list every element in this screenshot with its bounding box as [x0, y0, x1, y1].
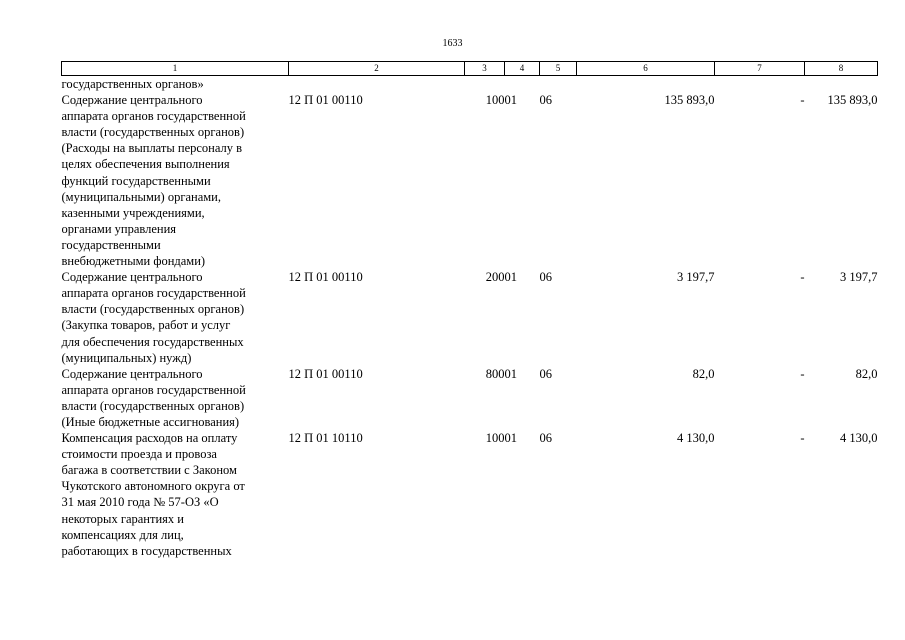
expense-name-line: некоторых гарантиях и	[61, 511, 184, 526]
column-header-3: 3	[465, 62, 505, 76]
expense-name-line: аппарата органов государственной	[61, 109, 246, 124]
table-row	[62, 269, 878, 366]
section: 01	[504, 93, 517, 108]
table-row	[62, 92, 878, 269]
expense-name-line: органами управления	[61, 221, 177, 236]
expense-name-line: багажа в соответствии с Законом	[61, 463, 237, 478]
expense-name-line: Содержание центрального	[61, 93, 203, 108]
table-header	[62, 62, 878, 76]
amount-col-6: 82,0	[692, 366, 715, 381]
expense-name-line: компенсациях для лиц,	[61, 527, 184, 542]
amount-col-7: -	[800, 93, 805, 108]
amount-col-6: 4 130,0	[677, 431, 715, 446]
amount-col-8: 3 197,7	[840, 270, 878, 285]
expense-name-line: функций государственными	[61, 173, 211, 188]
section: 01	[504, 270, 517, 285]
expense-name-line: казенными учреждениями,	[61, 205, 205, 220]
expense-name-line: аппарата органов государственной	[61, 286, 246, 301]
expense-name	[62, 366, 289, 430]
expense-name-line: целях обеспечения выполнения	[61, 157, 230, 172]
expense-name-line: Содержание центрального	[61, 366, 203, 381]
expense-name-line: внебюджетными фондами)	[61, 254, 206, 269]
column-header-8: 8	[805, 62, 878, 76]
amount-col-7: -	[800, 431, 805, 446]
expense-name-line: власти (государственных органов)	[61, 302, 245, 317]
amount-col-7: -	[800, 366, 805, 381]
expense-type: 100	[485, 93, 505, 108]
expense-name-line: власти (государственных органов)	[61, 125, 245, 140]
expense-name-line: Содержание центрального	[61, 270, 203, 285]
amount-col-8: 82,0	[855, 366, 878, 381]
header-row	[62, 62, 878, 76]
expense-name-line: (Закупка товаров, работ и услуг	[61, 318, 231, 333]
expense-name-line: (Иные бюджетные ассигнования)	[61, 414, 240, 429]
table-row	[62, 366, 878, 430]
expense-name-line: для обеспечения государственных	[61, 334, 244, 349]
expense-name-line: стоимости проезда и провоза	[61, 447, 217, 462]
expense-name-line: работающих в государственных	[61, 543, 232, 558]
budget-table	[61, 61, 878, 559]
expense-name-line: (муниципальных) нужд)	[61, 350, 192, 365]
amount-col-8: 135 893,0	[827, 93, 878, 108]
subsection: 06	[539, 270, 552, 285]
amount-col-8: 4 130,0	[840, 431, 878, 446]
subsection: 06	[539, 431, 552, 446]
expense-name-line: Чукотского автономного округа от	[61, 479, 245, 494]
amount-col-7: -	[800, 270, 805, 285]
continuation-text: государственных органов»	[61, 77, 204, 91]
expense-name-line: Компенсация расходов на оплату	[61, 431, 238, 446]
column-header-5: 5	[540, 62, 577, 76]
budget-code: 12 П 01 10110	[288, 431, 363, 446]
amount-col-6: 3 197,7	[677, 270, 715, 285]
section: 01	[504, 366, 517, 381]
budget-code: 12 П 01 00110	[288, 93, 363, 108]
column-header-2: 2	[289, 62, 465, 76]
column-header-4: 4	[505, 62, 540, 76]
expense-type: 200	[485, 270, 505, 285]
page-number: 1633	[442, 38, 463, 49]
expense-name	[62, 269, 289, 366]
column-header-7: 7	[715, 62, 805, 76]
continuation-row	[62, 76, 878, 93]
subsection: 06	[539, 366, 552, 381]
expense-name-line: государственными	[61, 237, 161, 252]
subsection: 06	[539, 93, 552, 108]
expense-name-line: власти (государственных органов)	[61, 398, 245, 413]
column-header-1: 1	[62, 62, 289, 76]
table-row	[62, 430, 878, 559]
budget-code: 12 П 01 00110	[288, 366, 363, 381]
budget-code: 12 П 01 00110	[288, 270, 363, 285]
expense-type: 800	[485, 366, 505, 381]
expense-name-line: (Расходы на выплаты персоналу в	[61, 141, 243, 156]
table-body	[62, 76, 878, 559]
expense-name	[62, 430, 289, 559]
amount-col-6: 135 893,0	[664, 93, 715, 108]
column-header-6: 6	[577, 62, 715, 76]
expense-type: 100	[485, 431, 505, 446]
expense-name	[62, 92, 289, 269]
expense-name-line: аппарата органов государственной	[61, 382, 246, 397]
section: 01	[504, 431, 517, 446]
expense-name-line: 31 мая 2010 года № 57-ОЗ «О	[61, 495, 219, 510]
expense-name-line: (муниципальными) органами,	[61, 189, 221, 204]
